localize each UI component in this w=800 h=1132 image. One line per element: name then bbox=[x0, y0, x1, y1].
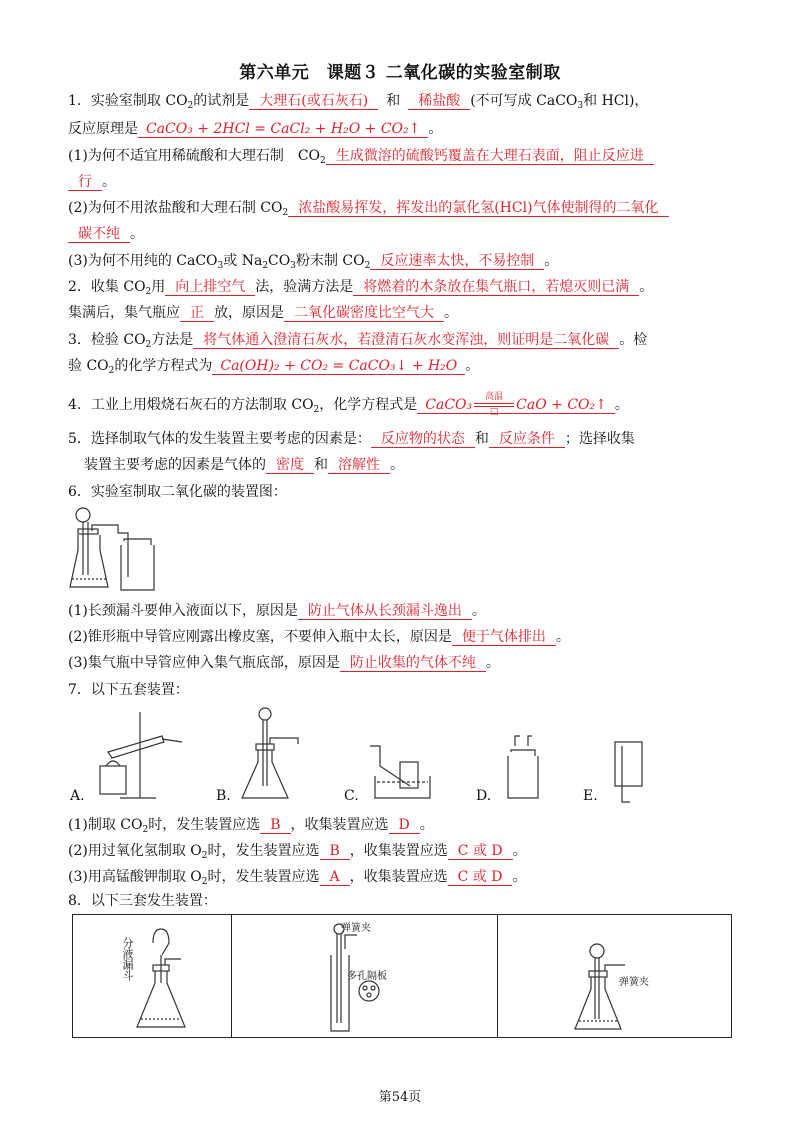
q7b-line: (2)用过氧化氢制取 $O_2$时，发生装置应选 B ，收集装置应选 C 或 D 。 bbox=[68, 843, 527, 861]
co2-apparatus-diagram bbox=[66, 505, 176, 595]
q3-line2: 验 $CO_2$的化学方程式为 Ca(OH)₂ + CO₂ = CaCO₃↓ + H₂O 。 bbox=[68, 358, 480, 376]
apparatus-label-d: D. bbox=[476, 788, 492, 804]
q6-heading: 6．实验室制取二氧化碳的装置图： bbox=[68, 484, 287, 500]
q1c-answer: 反应速率太快，不易控制 bbox=[370, 253, 544, 270]
q7-heading: 7．以下五套装置： bbox=[68, 682, 189, 698]
q1-answer-2: 稀盐酸 bbox=[408, 93, 470, 110]
q1a-answer: 生成微溶的硫酸钙覆盖在大理石表面，阻止反应进 bbox=[326, 148, 654, 165]
q1b-line: (2)为何不用浓盐酸和大理石制 $CO_2$ 浓盐酸易挥发，挥发出的氯化氢(HCl)气体使制得的二氧化 bbox=[68, 199, 760, 217]
apparatus-label-e: E. bbox=[583, 788, 598, 804]
q1c-line: (3)为何不用纯的 CaCO$_3$或 $Na_2CO_3$粉末制 $CO_2$ 反应速率太快，不易控制 。 bbox=[68, 253, 559, 271]
q1-equation: CaCO₃ + 2HCl = CaCl₂ + H₂O + CO₂↑ bbox=[138, 121, 428, 138]
spring-clip-label-2: 弹簧夹 bbox=[619, 977, 649, 988]
q7c-line: (3)用高锰酸钾制取 $O_2$时，发生装置应选 A ，收集装置应选 C 或 D 。 bbox=[68, 869, 527, 887]
q1-line2: 反应原理是 CaCO₃ + 2HCl = CaCl₂ + H₂O + CO₂↑ 。 bbox=[68, 121, 443, 137]
q6a-line: (1)长颈漏斗要伸入液面以下，原因是 防止气体从长颈漏斗逸出 。 bbox=[68, 603, 486, 619]
apparatus-label-a: A. bbox=[70, 788, 85, 804]
q1b-answer: 浓盐酸易挥发，挥发出的氯化氢(HCl)气体使制得的二氧化 bbox=[288, 200, 668, 217]
q7a-line: (1)制取 $CO_2$时，发生装置应选 B ，收集装置应选 D 。 bbox=[68, 817, 434, 835]
q6b-line: (2)锥形瓶中导管应刚露出橡皮塞，不要伸入瓶中太长，原因是 便于气体排出 。 bbox=[68, 629, 570, 645]
q1-line1: 1．实验室制取 $CO_2$的试剂是 大理石(或石灰石) 和 稀盐酸 (不可写成 CaCO$_3$和 HCl)， bbox=[68, 93, 649, 111]
q6c-line: (3)集气瓶中导管应伸入集气瓶底部，原因是 防止收集的气体不纯 。 bbox=[68, 655, 500, 671]
three-apparatus-box bbox=[72, 914, 732, 1038]
apparatus-label-b: B. bbox=[216, 788, 231, 804]
q1b-line-cont: 碳不纯 。 bbox=[68, 225, 760, 243]
separatory-funnel-label: 分液漏斗 bbox=[121, 937, 134, 981]
q4-equation: CaCO₃ $\frac{\text{高温}}{□}$ CaO + CO₂↑ bbox=[417, 397, 615, 414]
q2-line2: 集满后，集气瓶应 正 放，原因是 二氧化碳密度比空气大 。 bbox=[68, 305, 458, 321]
q3-line1: 3．检验 $CO_2$方法是 将气体通入澄清石灰水，若澄清石灰水变浑浊，则证明是二氧化碳 。检 bbox=[68, 332, 648, 350]
q1-answer-1: 大理石(或石灰石) bbox=[249, 93, 378, 110]
page-number: 第54页 bbox=[378, 1090, 422, 1105]
q1a-line: (1)为何不适宜用稀硫酸和大理石制 $CO_2$ 生成微溶的硫酸钙覆盖在大理石表面，阻止反应进 bbox=[68, 147, 760, 165]
q4-line: 4．工业上用煅烧石灰石的方法制取 $CO_2$，化学方程式是 CaCO₃ $\frac{\text{高温}}{□}$ CaO + CO₂↑ 。 bbox=[68, 392, 629, 417]
three-apparatus-drawing bbox=[73, 915, 731, 1037]
q8-heading: 8．以下三套发生装置： bbox=[68, 893, 217, 909]
q2-line1: 2．收集 $CO_2$用 向上排空气 法，验满方法是 将燃着的木条放在集气瓶口，若熄灭则已满 。 bbox=[68, 279, 654, 297]
page-title: 第六单元 课题３ 二氧化碳的实验室制取 bbox=[239, 63, 561, 83]
q5-line2: 装置主要考虑的因素是气体的 密度 和 溶解性 。 bbox=[84, 457, 404, 473]
apparatus-label-c: C. bbox=[344, 788, 359, 804]
perforated-plate-label: 多孔隔板 bbox=[347, 971, 387, 982]
spring-clip-label-1: 弹簧夹 bbox=[341, 923, 371, 934]
q1a-line-cont: 行 。 bbox=[68, 173, 760, 191]
q5-line1: 5．选择制取气体的发生装置主要考虑的因素是： 反应物的状态 和 反应条件 ；选择收集 bbox=[68, 431, 635, 447]
